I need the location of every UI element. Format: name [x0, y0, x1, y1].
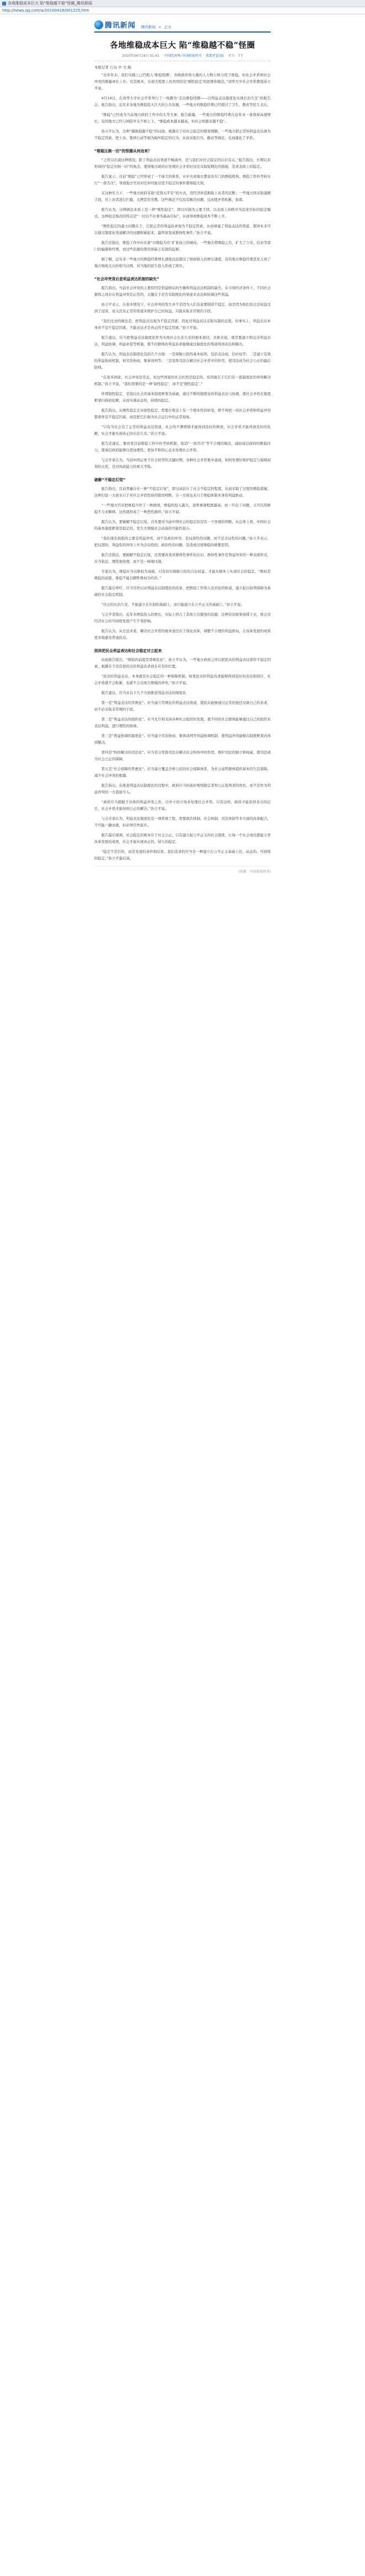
article-meta [94, 53, 271, 61]
breadcrumb [141, 24, 173, 29]
article-title: 各地维稳成本巨大 陷“维稳越不稳”怪圈 [110, 41, 255, 50]
article-paragraph: 与会专家认为，当前中国正处于社会转型的关键时期，各种社会矛盾集中涌现，如何处理好维护稳定与保障权利的关系，是对执政能力的重大考验。 [94, 458, 271, 469]
article-paragraph: 报告指出，目前普遍存在一种“不稳定幻觉”，即过高估计了社会不稳定的程度，从而采取了过度的维稳措施。这种幻觉一方面来自于对社会矛盾性质的错误判断，另一方面也来自于维稳体制本身的利益驱动。 [94, 487, 271, 498]
article-paragraph: 由此报告提出，“维稳的前提是尊重民意”。孙立平认为，一些地方政府之所以把民众的利益表达看作不稳定因素，根源在于没有把民众的利益诉求放在应有的位置。 [94, 658, 271, 669]
publish-time: 2010年04月19日 01:41 [122, 54, 160, 58]
article-paragraph: 报告认为，利益表达制度化包括几个方面：一是保障公民的基本权利，包括表达权、结社权等；二是建立有效的利益协商机制，如劳资协商、集体谈判等；三是发挥司法在解决社会矛盾中的作用，使司法成为社会公正的最后防线。 [94, 352, 271, 370]
article-paragraph: “去年年末，我们实践上已经陷入‘维稳怪圈’，各级政府将大量的人力物力财力用于维稳，但社会矛盾和社会冲突的数量却在上升。究其根本，在很大程度上仍然用的是‘刚性稳定’的思维和做法。”清华大学社会学系教授孙立平说。 [94, 73, 271, 90]
article-paragraph: 报告显示，目前“维稳”已经形成了一个庞大的体系，从中央到地方都设有专门的维稳机构。维稳工作的考核实行“一票否决”，导致地方官员对任何可能引发不稳定的事件都如临大敌。 [94, 174, 271, 185]
article-paragraph: 第五是“社会保障的普惠化”。应当建立覆盖全体公民的社会保障体系，为社会弱势群体提供基本的生活保障，减少社会冲突的根源。 [94, 767, 271, 778]
article-body [94, 72, 271, 862]
page-favicon-icon [2, 2, 6, 6]
article-page [94, 14, 271, 874]
article-paragraph: 报告指出，当前社会冲突的主要原因是利益格局的失衡和利益表达机制的缺失。在市场经济条件下，不同社会群体之间存在利益冲突是正常的，关键在于是否有制度化的渠道来表达和协调这些利益。 [94, 286, 271, 297]
article-paragraph: 报告认为，从长远来看，解决社会矛盾的根本途径在于深化改革，调整不合理的利益格局，让改革发展的成果更多地惠及普通民众。 [94, 629, 271, 640]
article-paragraph: 第四是“纠纷解决的司法化”。应当充分发挥司法在解决社会纠纷中的作用，维护司法的独立和权威，使司法成为社会公正的保障。 [94, 750, 271, 761]
article-paragraph: 报告最后强调，社会稳定的根本在于社会公正。只有建立起公平正义的社会制度，让每一个社会成员都能分享改革发展的成果，社会才能实现真正的、持久的稳定。 [94, 833, 271, 844]
article-paragraph: “之所以出现这种情况，除了利益表达渠道不畅通外，还与我们对社会稳定的认识有关。”报告指出，长期以来形成的“稳定压倒一切”的观念，使得地方政府在处理社会矛盾时往往采取短期化的措施，追求表面上的稳定。 [94, 158, 271, 169]
article-paragraph: 报告指出，从刚性稳定走向韧性稳定，需要在观念上有一个根本性的转变，即不再把一切社会矛盾和利益冲突都看作是不稳定因素，而是把它们视为社会运行中的正常现象。 [94, 408, 271, 419]
article-paragraph: 孙立平表示，在很多情况下，社会冲突的发生并不是因为人们有意要制造不稳定，而是因为他们的合法权益受到了侵害，而又没有正常的渠道来维护自己的权益，只能采取非常规的手段。 [94, 302, 271, 313]
comment-link[interactable]: 我要评论(0) [206, 54, 224, 58]
article-paragraph: 专家认为，维稳应当以维权为基础，只有切实保障公民的合法权益，才能从根本上实现社会的稳定。“维权是维稳的前提，维稳不能以牺牲维权为代价。” [94, 569, 271, 580]
logo-text: 腾讯新闻 [105, 22, 136, 30]
article-paragraph: 报告指出，在推进利益表达制度化的过程中，政府应当扮演好规则制定者和公正裁判者的角色，而不是作为利益冲突的一方直接介入。 [94, 783, 271, 794]
article-paragraph: 第三是“利益协调的制度化”。应当建立劳资协商、集体谈判等利益协调机制，使利益冲突能够在制度框架内得到解决。 [94, 734, 271, 745]
breadcrumb-home[interactable]: 腾讯新闻 [141, 25, 156, 29]
article-paragraph: “民众的利益表达，本身就是社会稳定的一种保障机制。如果民众的利益诉求能够得到及时的表达和回应，社会矛盾就不会积累，也就不会出现大规模的冲突。”孙立平说。 [94, 674, 271, 685]
address-bar[interactable]: http://news.qq.com/a/20100419/001225.htm [0, 7, 365, 14]
article-paragraph: 在这种压力下，一些地方政府采取“花钱买平安”的方式，用经济补偿换取上访者的沉默；一些地方则采取强硬手段，对上访者进行拦截、关押甚至劳教。这些做法不仅没有解决问题，反而使矛盾积累、加深。 [94, 191, 271, 202]
article-paragraph: “刚性稳定的最大问题在于，它把正常的利益诉求视为不稳定因素，从而堵塞了利益表达的渠道，使得本来可以通过制度化渠道解决的问题积累起来，最终演变成群体性事件。”孙立平说。 [94, 224, 271, 235]
article-paragraph: 与会专家认为，利益表达制度化是一项系统工程，需要政治体制、社会体制、司法体制等多方面的改革配合，不可能一蹴而就，但必须尽快起步。 [94, 816, 271, 827]
section-heading: “社会冲突背后是利益表达机制的缺失” [94, 277, 159, 281]
article-byline: 本报记者 丘沅 中 文 编 [94, 65, 131, 70]
article-paragraph: 第二是“利益表达的组织化”。应当允许和支持各种社会组织的发展，使不同的社会群体能够通过自己的组织来表达利益，进行理性的协商。 [94, 717, 271, 728]
article-paragraph: “只有当社会有了正常的利益表达渠道，社会的不满情绪才能得到及时的释放，社会矛盾才能得到及时的化解，社会才能实现真正的长治久安。”孙立平说。 [94, 425, 271, 436]
browser-titlebar [0, 0, 365, 7]
article-paragraph: 报告建议，应当把利益表达制度化作为实现社会长治久安的根本途径。具体来说，就是要建立和完善利益表达、利益协调、利益补偿等机制，使不同群体的利益诉求能够通过制度化的渠道得到表达和解决。 [94, 335, 271, 346]
article-source-link[interactable]: 中国经济网-中国新闻周刊 [163, 54, 202, 58]
article-paragraph: 与会学者指出，近年来维稳投入的增长，实际上挤占了其他公共服务的资源，这种状况如果持续下去，将会对经济社会的可持续发展产生不利影响。 [94, 612, 271, 623]
article-paragraph: “一些地方官员把维稳当作了一种政绩，维稳的投入越大，说明重视程度越高；而一旦出了问题，又可以用维稳不力来解释。这样就形成了一种恶性循环。”孙立平说。 [94, 503, 271, 514]
breadcrumb-current: 正文 [164, 25, 171, 29]
tab-title[interactable]: 各地维稳成本巨大 陷“维稳越不稳”怪圈_腾讯新闻 [8, 1, 92, 6]
article-paragraph: “我们过去的做法是，把利益表达视为不稳定因素，因此对利益表达采取压制的态度。但事实上，利益表达本身并不是不稳定因素，不能表达才是真正的不稳定因素。”孙立平说。 [94, 319, 271, 330]
article-paragraph: 据了解，近年来一些地方的维稳经费增长速度远远超过了财政收入的增长速度。有的地方维稳经费甚至占到了地方财政支出的相当比例，对当地的民生投入形成了挤压。 [94, 257, 271, 268]
article-paragraph: 报告还指出，要破解不稳定幻觉，还需要改变对群体性事件的认识。群体性事件是利益冲突的一种表现形式，应当依法、理性地处理，而不是一味地压制。 [94, 553, 271, 564]
section-heading: 别再把民众利益表达和社会稳定对立起来 [94, 649, 162, 653]
article-paragraph: “维稳”已经成为当前地方政府工作中的头等大事。报告披露，一些地方的维稳经费在近年来一直保持高速增长，有的地方已经与国防开支不相上下，“维稳成本越来越高，但社会却越来越不稳”。 [94, 113, 271, 124]
article-paragraph: 报告认为，这种做法本质上是一种“刚性稳定”，即以压制为主要手段、以表面上的秩序为追求目标的稳定模式。这种稳定模式的特点是“一切以不出事为最高目标”，从而导致维稳成本不断上升。 [94, 207, 271, 218]
breadcrumb-separator: > [158, 25, 162, 29]
section-heading: “维稳压倒一切”的怪圈从何而来？ [94, 149, 152, 153]
article-paragraph: 所谓韧性稳定，是指以社会的基本制度框架为基础，通过不断的制度化的利益表达与协调，使社会矛盾在制度框架内得到化解，从而实现动态的、持续的稳定。 [94, 392, 271, 403]
qq-logo-icon [94, 20, 103, 29]
article-paragraph: 报告还指出，维稳工作中存在着“以维稳为名”扩张权力的倾向。一些地方借维稳之名，扩大了公安、信访等部门的编制和经费，而这些资源的使用却缺乏有效的监督。 [94, 241, 271, 252]
article-paragraph: 报告建议，应当从以下几个方面推进利益表达的制度化： [101, 691, 190, 695]
site-header [94, 14, 271, 33]
article-paragraph: 报告还建议，要改变目前维稳工作中的考核机制，取消“一票否决”等不合理的做法，减轻基层政府的维稳压力，使基层政府能够以更加理性、更加平和的心态来处理社会矛盾。 [94, 441, 271, 452]
site-logo[interactable] [94, 19, 136, 30]
article-paragraph: “我们现在面临的主要是利益冲突，而不是政治冲突；是局部性的问题，而不是全局性的问题。”孙立平表示，把局部的、利益性的冲突上升为全局性的、政治性的问题，是造成过度维稳的重要原因。 [94, 536, 271, 547]
article-footnote: (来源：中国新闻周刊) [94, 866, 271, 874]
article-paragraph: “在很多国家，社会冲突是常态，但这些国家的社会仍然是稳定的，原因就在于它们有一套制度化的冲突解决机制。”孙立平说，“我们需要的是一种‘韧性稳定’，而不是‘刚性稳定’。” [94, 375, 271, 386]
article-paragraph: 报告认为，要破解不稳定幻觉，首先要对当前中国社会的稳定状况有一个客观的判断。从总体上看，中国社会的基本制度框架是稳定的，发生大规模社会动荡的可能性很小。 [94, 520, 271, 531]
article-paragraph: 第一是“利益表达的常规化”。应当建立常规化的利益表达渠道，使民众能够通过正常的途径反映自己的诉求，而不必采取非常规的手段。 [94, 701, 271, 712]
font-size-control[interactable]: 字号：T T [228, 54, 243, 58]
section-heading: 破解“不稳定幻觉” [94, 478, 126, 482]
article-paragraph: “稳定不是目的，而是发展的条件和结果。我们追求的应当是一种建立在公平正义基础上的、动态的、可持续的稳定。”孙立平最后说。 [94, 849, 271, 861]
article-paragraph: 孙立平认为，这种“越维稳越不稳”的局面，根源在于对社会稳定的错误理解。一些地方把正常的利益表达视为不稳定因素，把上访、集体行动等视为破坏稳定的行为，从而采取打压、截访等做法，反而激化了矛盾。 [94, 129, 271, 140]
article-paragraph: “政府应当超脱于具体的利益冲突之外，以中立的立场来处理社会矛盾。只有这样，政府才能获得各方的信任，社会矛盾才能得到公正的解决。”孙立平说。 [94, 800, 271, 811]
article-paragraph: 4月14日，在清华大学社会学系举行了一场题为“走出维稳怪圈——以利益表达制度化实现长治久安”的报告会。报告指出，近年来各地为维稳投入巨大的公共资源，一些地方的维稳经费已经超过了卫生、教育等民生支出。 [94, 96, 271, 107]
article-paragraph: 报告最后呼吁，应当尽快启动利益表达制度化的改革，把维稳工作纳入法治化的轨道，建立起以权利保障为基础的社会稳定机制。 [94, 586, 271, 597]
article-paragraph: “社会的长治久安，不能建立在压制的基础上，而只能建立在公平正义的基础上。”孙立平说。 [101, 602, 244, 607]
